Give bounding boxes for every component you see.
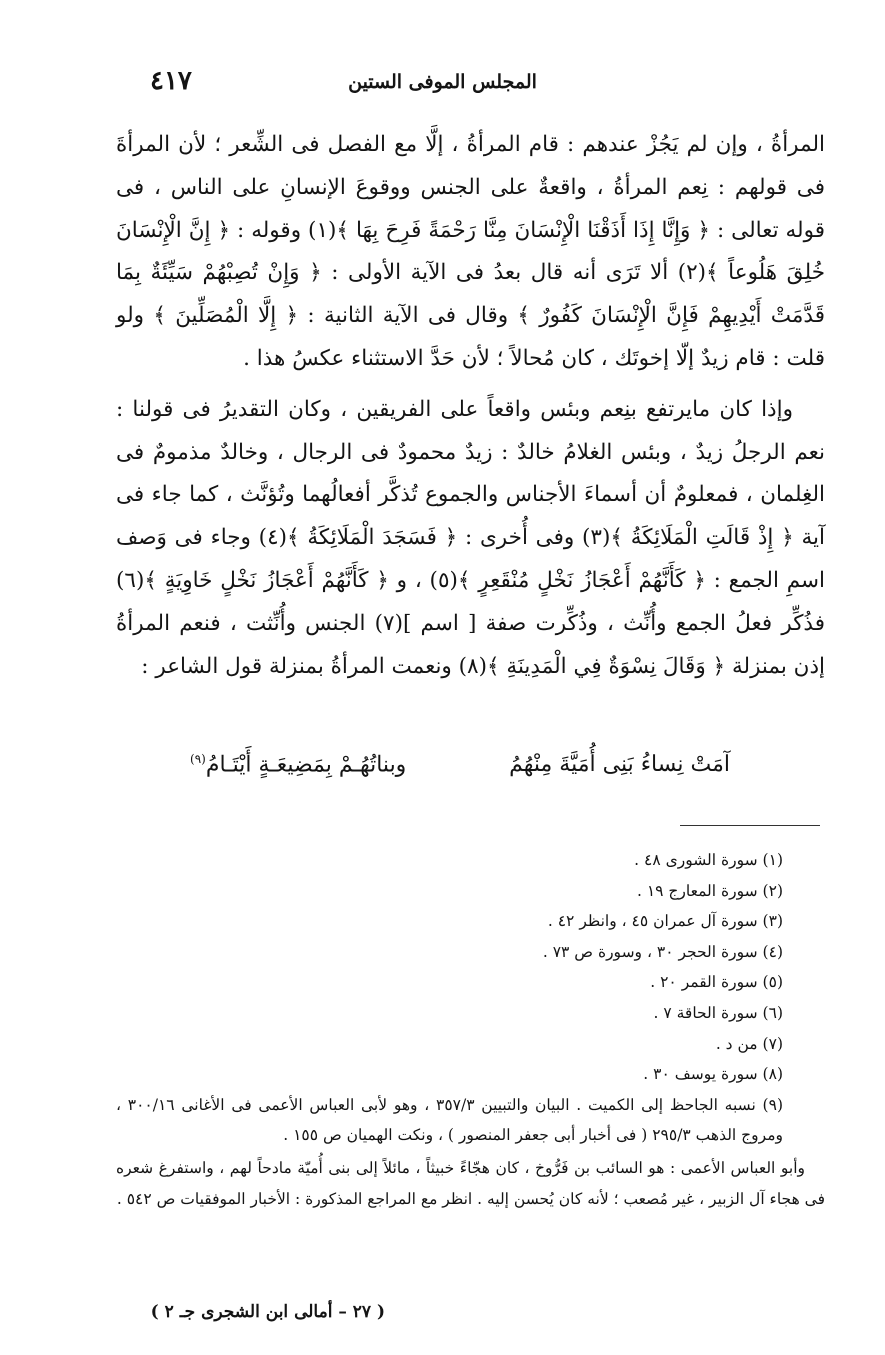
footnote-9: [116, 1090, 825, 1151]
footnote-label: (٢): [762, 881, 783, 900]
page-number: ٤١٧: [150, 66, 192, 96]
footnote-text: سورة المعارج ١٩ .: [636, 881, 758, 900]
footnote-label: (٦): [762, 1003, 783, 1022]
footnote-text: سورة القمر ٢٠ .: [650, 973, 758, 992]
verse-hemistich-1: آمَتْ نِساءُ بَنِى أُمَيَّةَ مِنْهُمُ: [509, 752, 730, 777]
poetry-verse: [190, 752, 730, 794]
footnote-5: [116, 967, 825, 998]
footnote-label: (٣): [762, 912, 783, 931]
footnote-3: [116, 906, 825, 937]
footnote-label: (١): [762, 851, 783, 869]
footnote-text: من د .: [715, 1034, 758, 1053]
footnote-label: (٥): [762, 973, 783, 992]
running-title: المجلس الموفى الستين: [348, 71, 537, 93]
footnote-2: [116, 876, 825, 907]
paragraph-2: وإذا كان مايرتفع بنِعم وبئس واقعاً على الفريقين ، وكان التقديرُ فى قولنا : نعم الرجلُ زيدٌ ، وبئس الغلامُ خالدٌ : زيدٌ محمودٌ فى الرجال ، وخالدٌ مذمومٌ فى الغِلمان ، فمعلومٌ أن أسماءَ الأجناس والجموع تُذكَّر أفعالُهما وتُؤنَّث ، كما جاء فى آية ﴿ إِذْ قَالَتِ الْمَلَائِكَةُ ﴾(٣) وفى أُخرى : ﴿ فَسَجَدَ الْمَلَائِكَةُ ﴾(٤) وجاء فى وَصف اسمِ الجمع : ﴿ كَأَنَّهُمْ أَعْجَازُ نَخْلٍ مُنْقَعِرٍ ﴾(٥) ، و ﴿ كَأَنَّهُمْ أَعْجَازُ نَخْلٍ خَاوِيَةٍ ﴾(٦) فذُكِّر فعلُ الجمع وأُنِّث ، وذُكِّرت صفة [ اسم ](٧) الجنس وأُنِّثت ، فنعم المرأةُ إذن بمنزلة ﴿ وَقَالَ نِسْوَةٌ فِي الْمَدِينَةِ ﴾(٨) ونعمت المرأةُ بمنزلة قول الشاعر :: [116, 396, 825, 679]
footnote-text: سورة الحجر ٣٠ ، وسورة ص ٧٣ .: [542, 942, 758, 961]
footnote-8: [116, 1059, 825, 1090]
verse-hemistich-2-text: وبناتُهُـمْ بِمَضِيعَـةٍ أَيْتَـامُ: [205, 752, 407, 778]
footnote-divider: [680, 825, 820, 826]
verse-hemistich-2: [190, 752, 406, 794]
footnote-1: [116, 845, 825, 876]
footnote-text: سورة آل عمران ٤٥ ، وانظر ٤٢ .: [547, 912, 758, 931]
footnote-7: [116, 1029, 825, 1060]
footnote-label: (٤): [762, 942, 783, 961]
page-header: [150, 62, 735, 102]
verse-note-marker: (٩): [190, 752, 206, 766]
footnote-9-continuation: وأبو العباس الأعمى : هو السائب بن فَرُّوخ ، كان هجّاءً خبيثاً ، مائلاً إلى بنى أُميّة مادحاً لهم ، واستفرغ شعره فى هجاء آل الزبير ، غير مُصعب ؛ لأنه كان يُحسن إليه . انظر مع المراجع المذكورة : الأخبار الموفقيات ص ٥٤٢ .: [116, 1158, 825, 1208]
footnote-text: سورة يوسف ٣٠ .: [643, 1065, 758, 1084]
footnote-label: (٧): [762, 1034, 783, 1053]
footnote-label: (٩): [762, 1095, 783, 1114]
signature-line: ( ٢٧ – أمالى ابن الشجرى جـ ٢ ): [150, 1302, 385, 1322]
footnote-text: سورة الحاقة ٧ .: [653, 1003, 758, 1022]
footnote-6: [116, 998, 825, 1029]
footnote-text: نسبه الجاحظ إلى الكميت . البيان والتبيين ٣٥٧/٣ ، وهو لأبى العباس الأعمى فى الأغانى ٣٠٠/١٦ ، ومروج الذهب ٢٩٥/٣ ( فى أخبار أبى جعفر المنصور ) ، ونكت الهميان ص ١٥٥ .: [116, 1095, 783, 1145]
footnotes: [116, 845, 825, 1214]
footnote-4: [116, 937, 825, 968]
main-text: [116, 124, 825, 688]
footnote-text: سورة الشورى ٤٨ .: [634, 851, 758, 869]
paragraph-1: المرأةُ ، وإن لم يَجُزْ عندهم : قام المرأةُ ، إلَّا مع الفصل فى الشِّعر ؛ لأن المرأةَ فى قولهم : نِعم المرأةُ ، واقعةٌ على الجنس ووقوعَ الإنسانِ على الناس ، فى قوله تعالى : ﴿ وَإِنَّا إِذَا أَذَقْنَا الْإِنْسَانَ مِنَّا رَحْمَةً فَرِحَ بِهَا ﴾(١) وقوله : ﴿ إِنَّ الْإِنْسَانَ خُلِقَ هَلُوعاً ﴾(٢) ألا تَرَى أنه قال بعدُ فى الآية الأولى : ﴿ وَإِنْ تُصِبْهُمْ سَيِّئَةٌ بِمَا قَدَّمَتْ أَيْدِيهِمْ فَإِنَّ الْإِنْسَانَ كَفُورٌ ﴾ وقال فى الآية الثانية : ﴿ إِلَّا الْمُصَلِّينَ ﴾ ولو قلت : قام زيدٌ إلّا إخوتَك ، كان مُحالاً ؛ لأن حَدَّ الاستثناء عكسُ هذا .: [116, 132, 825, 371]
footnote-label: (٨): [762, 1065, 783, 1084]
